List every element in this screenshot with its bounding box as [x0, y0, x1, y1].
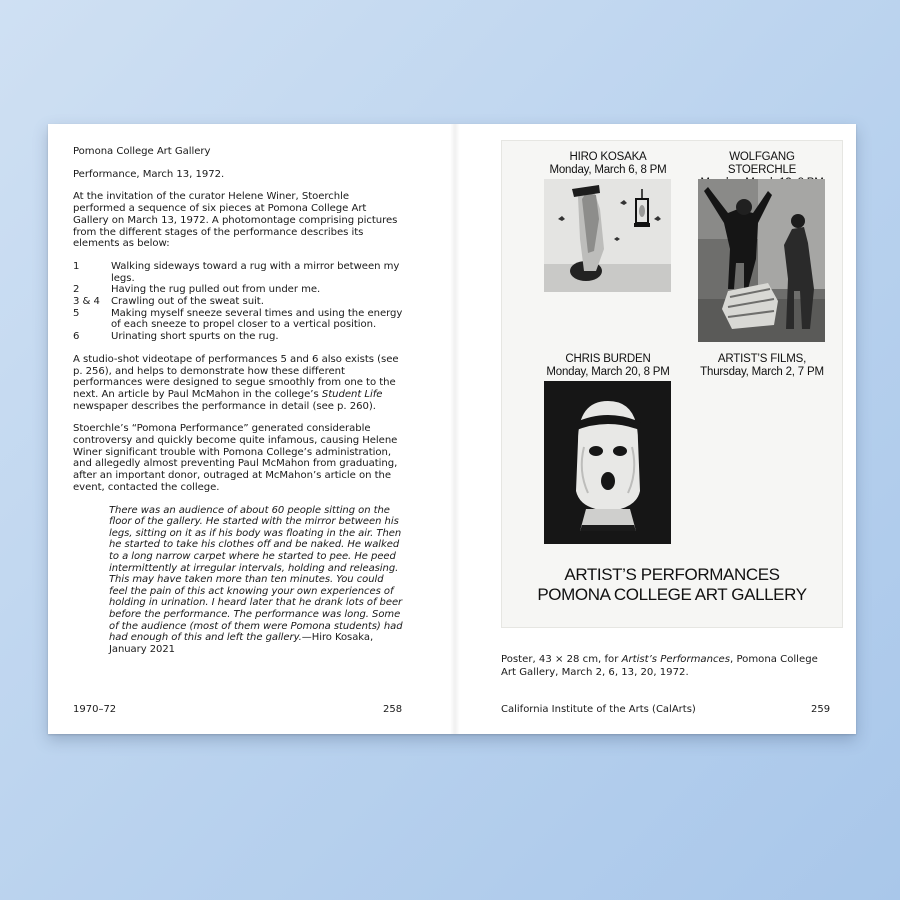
kosaka-date: Monday, March 6, 8 PM: [549, 164, 667, 176]
performance-date: Performance, March 13, 1972.: [73, 168, 225, 180]
films-heading: [698, 353, 826, 379]
burden-date: Monday, March 20, 8 PM: [546, 366, 670, 378]
event-poster: [501, 140, 843, 628]
performance-elements-list: [73, 261, 404, 343]
videotape-paragraph: A studio-shot videotape of performances 5 and 6 also exists (see p. 256), and helps to demonstrate how these different performances were designed to segue smoothly from one to the next. An article by Paul McMahon in the college’s Student Life newspaper describes the performance in detail (see p. 260).: [73, 353, 399, 412]
list-item: 5 Making myself sneeze several times and using the energy of each sneeze to propel closer to a vertical position.: [73, 307, 403, 331]
intro-paragraph: At the invitation of the curator Helene Winer, Stoerchle performed a sequence of six pieces at Pomona College Art Gallery on March 13, 1972. A photomontage comprising pictures from the different stages of the performance describes its elements as below:: [73, 191, 398, 250]
page-number-left: 258: [383, 704, 403, 715]
running-footer-right: California Institute of the Arts (CalArts): [501, 704, 696, 715]
block-quote: There was an audience of about 60 people sitting on the floor of the gallery. He started with the mirror between his legs, sitting on it as if his body was floating in the air. Then he started to take his clothes off and be naked. He walked to a long narrow carpet where he started to pee. He peed intermittently at irregular intervals, holding and releasing. This may have taken more than ten minutes. You could feel the pain of this act knowing your own experiences of holding in urination. I heard later that he drank lots of beer before the performance. The performance was long. Some of the audience (most of them were Pomona students) had had enough of this and left the gallery.—Hiro Kosaka, January 2021: [109, 504, 403, 655]
controversy-paragraph: Stoerchle’s “Pomona Performance” generated considerable controversy and quickly become quite infamous, causing Helene Winer significant trouble with Pomona College’s administration, and allegedly almost preventing Paul McMahon from graduating, after an important donor, outraged at McMahon’s article on the event, contacted the college.: [73, 423, 398, 493]
burden-name: CHRIS BURDEN: [565, 353, 651, 365]
quote-attribution: —Hiro Kosaka, January 2021: [109, 632, 374, 655]
burden-photo: [544, 381, 671, 544]
stoerchle-name: WOLFGANG STOERCHLE: [727, 151, 797, 176]
page-number-right: 259: [811, 704, 831, 715]
book-spread: [48, 124, 856, 734]
poster-title-line-1: ARTIST’S PERFORMANCES: [564, 565, 780, 584]
running-footer-left: 1970–72: [73, 704, 117, 715]
stoerchle-photo: [698, 179, 825, 342]
poster-caption: Poster, 43 × 28 cm, for Artist’s Performances, Pomona College Art Gallery, March 2, 6, 13, 20, 1972.: [501, 654, 818, 678]
kosaka-heading: [544, 151, 672, 177]
list-item: 1 Walking sideways toward a rug with a mirror between my legs.: [73, 260, 400, 284]
kosaka-photo: [544, 179, 671, 292]
films-name: ARTIST’S FILMS,: [717, 353, 807, 365]
list-item: 3 & 4 Crawling out of the sweat suit.: [73, 296, 264, 308]
burden-heading: [544, 353, 672, 379]
films-date: Thursday, March 2, 7 PM: [700, 366, 824, 378]
left-page-text: [73, 146, 404, 655]
kosaka-name: HIRO KOSAKA: [569, 151, 647, 163]
section-heading: Pomona College Art Gallery: [73, 146, 211, 157]
list-item: 2 Having the rug pulled out from under me.: [73, 284, 321, 296]
list-item: 6 Urinating short spurts on the rug.: [73, 331, 279, 343]
poster-title-line-2: POMONA COLLEGE ART GALLERY: [537, 585, 807, 604]
